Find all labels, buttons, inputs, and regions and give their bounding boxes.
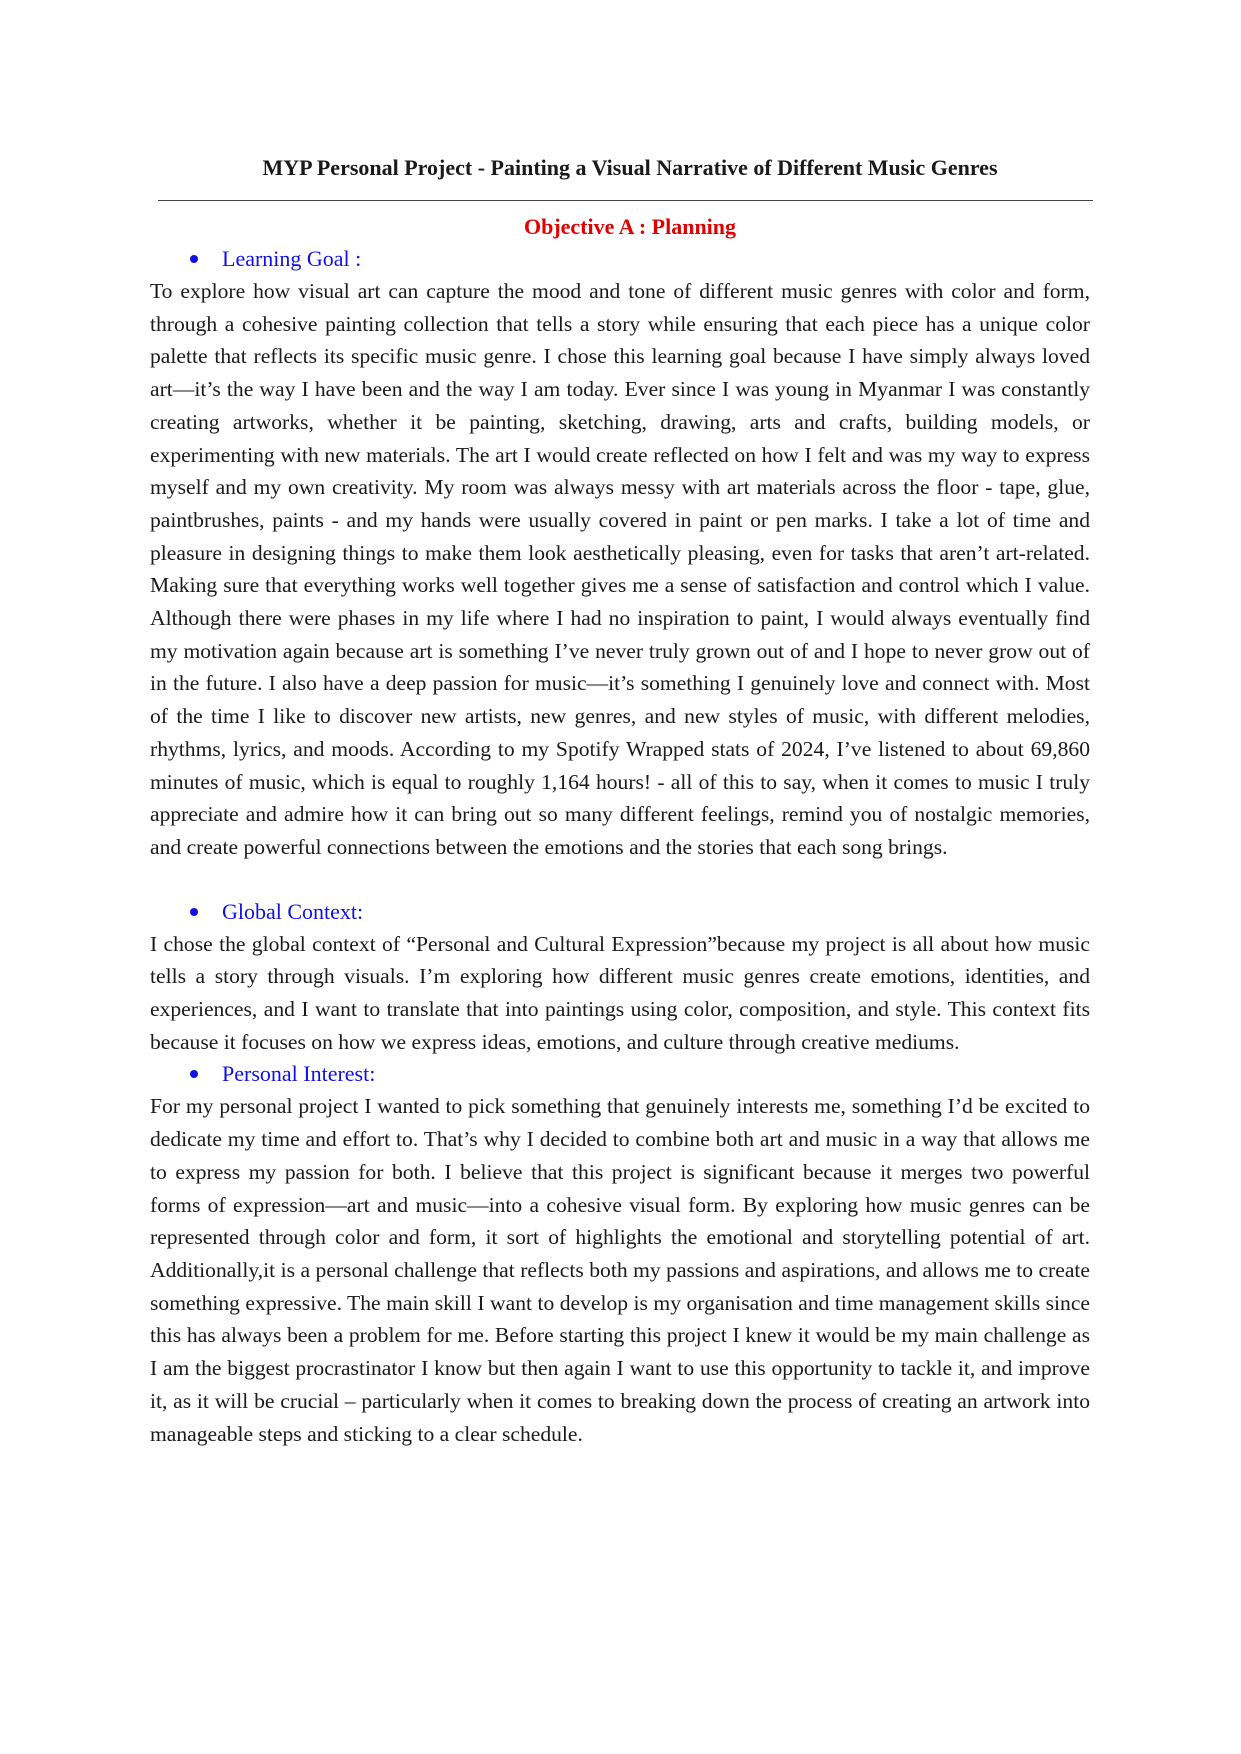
learning-goal-paragraph: To explore how visual art can capture the mood and tone of different music genres with color and form, through a cohesive painting collection that tells a story while ensuring that each piece has a unique color palette that reflects its specific music genre. I chose this learning goal because I have simply always loved art—it’s the way I have been and the way I am today. Ever since I was young in Myanmar I was constantly creating artworks, whether it be painting, sketching, drawing, arts and crafts, building models, or experimenting with new materials. The art I would create reflected on how I felt and was my way to express myself and my own creativity. My room was always messy with art materials across the floor - tape, glue, paintbrushes, paints - and my hands were usually covered in paint or pen marks. I take a lot of time and pleasure in designing things to make them look aesthetically pleasing, even for tasks that aren’t art-related. Making sure that everything works well together gives me a sense of satisfaction and control which I value. Although there were phases in my life where I had no inspiration to paint, I would always eventually find my motivation again because art is something I’ve never truly grown out of and I hope to never grow out of in the future. I also have a deep passion for music—it’s something I genuinely love and connect with. Most of the time I like to discover new artists, new genres, and new styles of music, with different melodies, rhythms, lyrics, and moods. According to my Spotify Wrapped stats of 2024, I’ve listened to about 69,860 minutes of music, which is equal to roughly 1,164 hours! - all of this to say, when it comes to music I truly appreciate and admire how it can bring out so many different feelings, remind you of nostalgic memories, and create powerful connections between the emotions and the stories that each song brings. (150, 279, 1090, 859)
document-page (150, 152, 1090, 1450)
bullet-heading-personal-interest (150, 1058, 1090, 1090)
bullet-icon (190, 1070, 198, 1078)
section-heading-objective-a: Objective A : Planning (523, 214, 737, 239)
bullet-heading-learning-goal (150, 243, 1090, 275)
bullet-heading-global-context (150, 896, 1090, 928)
paragraph-spacer (150, 864, 1090, 896)
bullet-icon (190, 255, 198, 263)
personal-interest-heading: Personal Interest: (222, 1061, 376, 1087)
global-context-paragraph: I chose the global context of “Personal and Cultural Expression”because my project is all about how music tells a story through visuals. I’m exploring how different music genres create emotions, identities, and experiences, and I want to translate that into paintings using color, composition, and style. This context fits because it focuses on how we express ideas, emotions, and culture through creative mediums. (150, 931, 1090, 1054)
document-title: MYP Personal Project - Painting a Visual Narrative of Different Music Genres (262, 155, 998, 180)
bullet-icon (190, 908, 198, 916)
learning-goal-heading: Learning Goal : (222, 246, 362, 271)
title-divider (158, 200, 1093, 201)
personal-interest-paragraph: For my personal project I wanted to pick something that genuinely interests me, something I’d be excited to dedicate my time and effort to. That’s why I decided to combine both art and music in a way that allows me to express my passion for both. I believe that this project is significant because it merges two powerful forms of expression—art and music—into a cohesive visual form. By exploring how music genres can be represented through color and form, it sort of highlights the emotional and storytelling potential of art. Additionally,it is a personal challenge that reflects both my passions and aspirations, and allows me to create something expressive. The main skill I want to develop is my organisation and time management skills since this has always been a problem for me. Before starting this project I knew it would be my main challenge as I am the biggest procrastinator I know but then again I want to use this opportunity to tackle it, and improve it, as it will be crucial – particularly when it comes to breaking down the process of creating an artwork into manageable steps and sticking to a clear schedule. (150, 1094, 1090, 1446)
global-context-heading: Global Context: (222, 898, 364, 924)
